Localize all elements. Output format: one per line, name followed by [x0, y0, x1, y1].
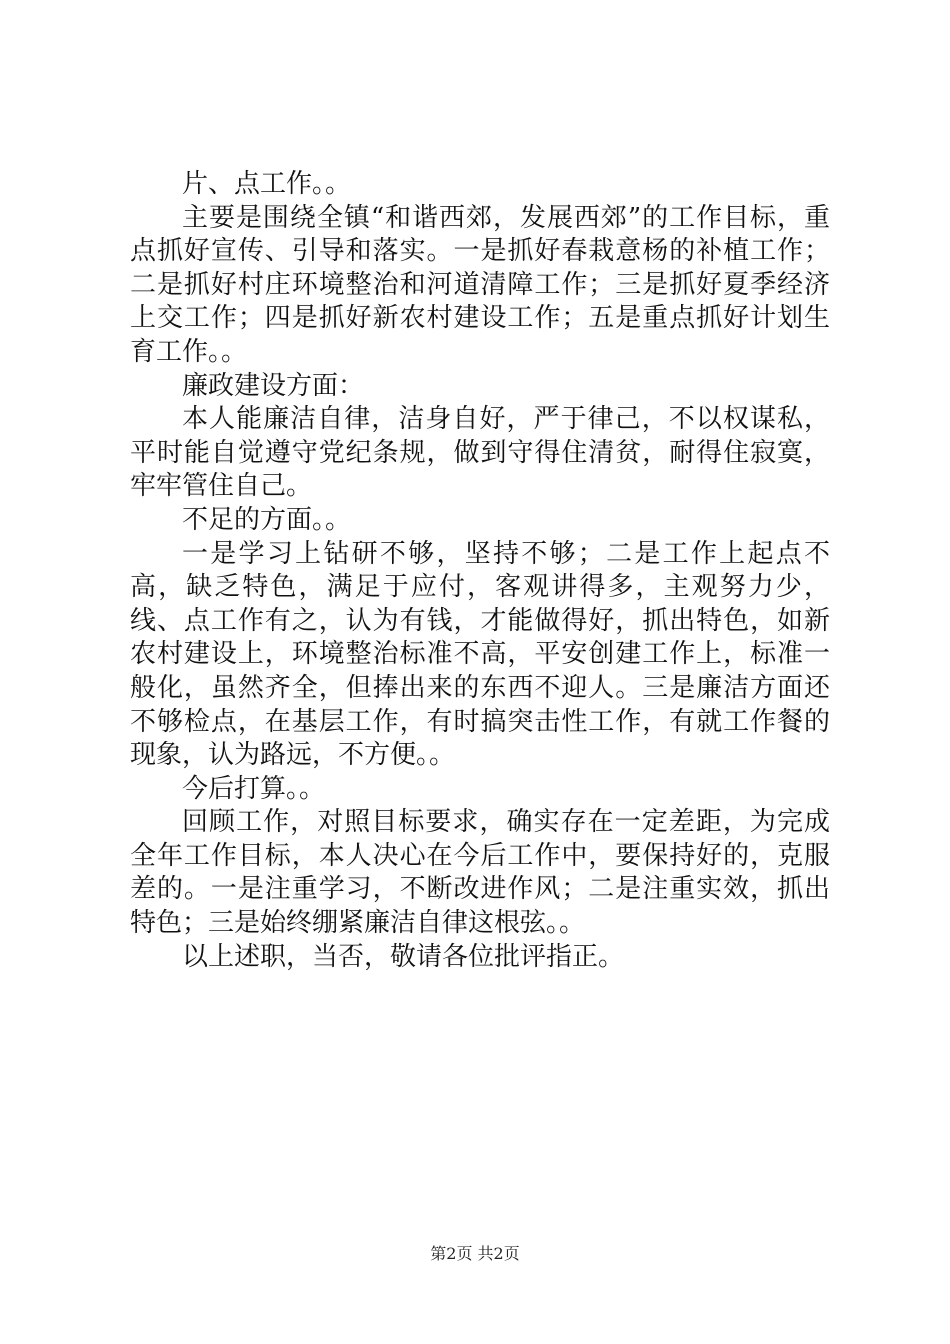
paragraph-work-focus: 主要是围绕全镇“和谐西郊，发展西郊”的工作目标，重点抓好宣传、引导和落实。一是抓好春栽意杨的补植工作；二是抓好村庄环境整治和河道清障工作；三是抓好夏季经济上交工作；四是抓好新农村建设工作；五是重点抓好计划生育工作。。	[130, 202, 830, 367]
paragraph-integrity: 本人能廉洁自律，洁身自好，严于律己，不以权谋私，平时能自觉遵守党纪条规，做到守得住清贫，耐得住寂寞，牢牢管住自己。	[130, 404, 830, 502]
paragraph-continuation: 片、点工作。。	[182, 169, 352, 199]
heading-future-plans: 今后打算。。	[182, 773, 326, 804]
paragraph-closing: 以上述职，当否，敬请各位批评指正。	[182, 941, 625, 972]
page-number-footer: 第2页 共2页	[430, 1244, 520, 1263]
heading-shortcomings: 不足的方面。。	[182, 504, 352, 535]
heading-integrity: 廉政建设方面：	[182, 370, 365, 401]
paragraph-shortcomings: 一是学习上钻研不够，坚持不够；二是工作上起点不高，缺乏特色，满足于应付，客观讲得多，主观努力少，线、点工作有之，认为有钱，才能做得好，抓出特色，如新农村建设上，环境整治标准不高，平安创建工作上，标准一般化，虽然齐全，但捧出来的东西不迎人。三是廉洁方面还不够检点，在基层工作，有时搞突击性工作，有就工作餐的现象，认为路远，不方便。。	[130, 538, 830, 771]
paragraph-future-plans: 回顾工作，对照目标要求，确实存在一定差距，为完成全年工作目标，本人决心在今后工作中，要保持好的，克服差的。一是注重学习，不断改进作风；二是注重实效，抓出特色；三是始终绷紧廉洁自律这根弦。。	[130, 807, 830, 939]
document-body	[130, 168, 830, 974]
